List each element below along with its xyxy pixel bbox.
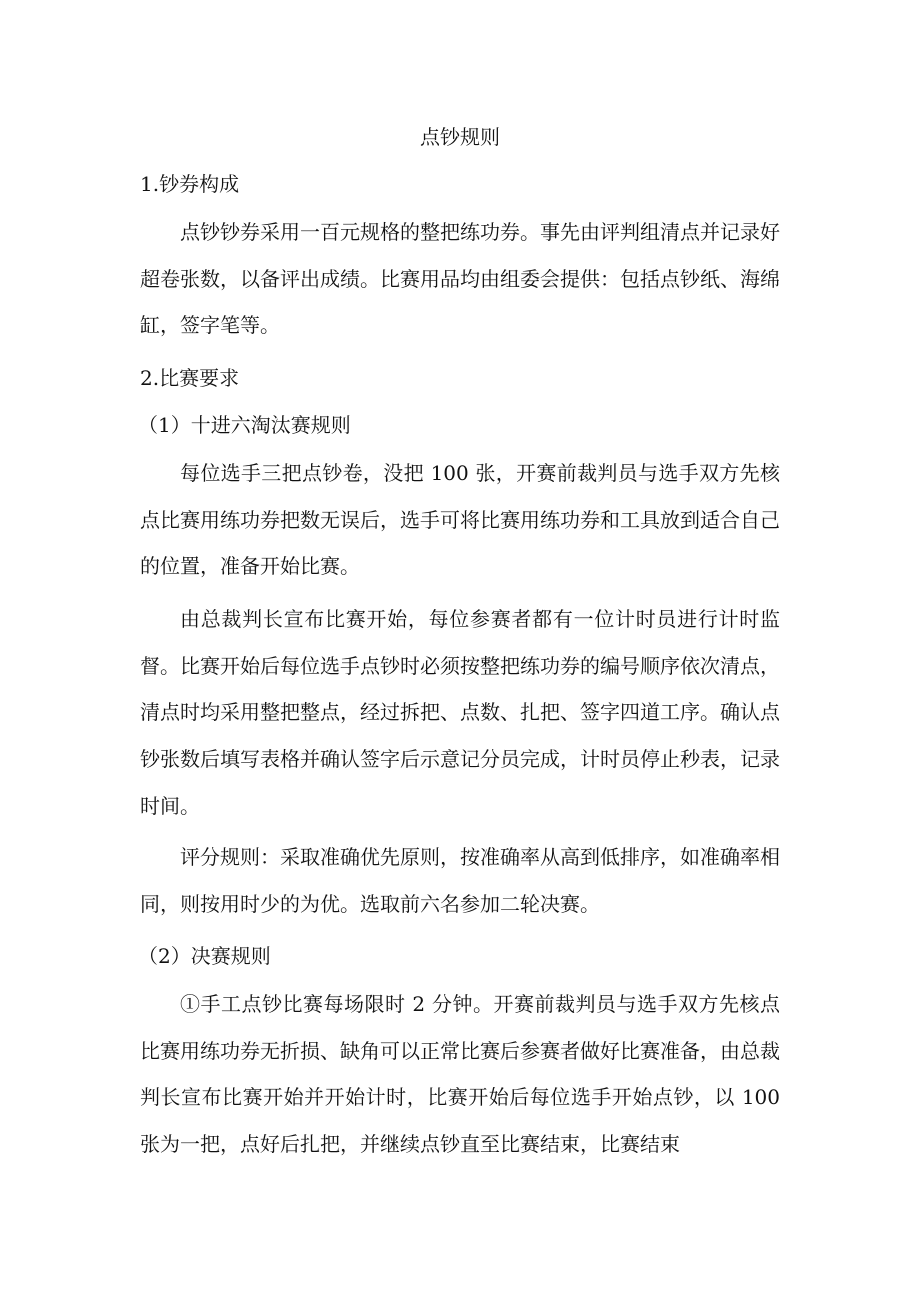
- paragraph-scoring-rules: 评分规则：采取准确优先原则，按准确率从高到低排序，如准确率相同，则按用时少的为优。选取前六名参加二轮决赛。: [140, 845, 780, 916]
- section-heading-2: 2.比赛要求: [140, 366, 240, 390]
- paragraph-banknote-composition: 点钞钞券采用一百元规格的整把练功券。事先由评判组清点并记录好超卷张数，以备评出成绩。比赛用品均由组委会提供：包括点钞纸、海绵缸，签字笔等。: [140, 220, 780, 338]
- paragraph-knockout-procedure: 由总裁判长宣布比赛开始，每位参赛者都有一位计时员进行计时监督。比赛开始后每位选手点钞时必须按整把练功券的编号顺序依次清点，清点时均采用整把整点，经过拆把、点数、扎把、签字四道工序。确认点钞张数后填写表格并确认签字后示意记分员完成，计时员停止秒表，记录时间。: [140, 607, 780, 818]
- subsection-heading-knockout: （1）十进六淘汰赛规则: [138, 413, 351, 437]
- paragraph-knockout-setup: 每位选手三把点钞卷，没把 100 张，开赛前裁判员与选手双方先核点比赛用练功券把数无误后，选手可将比赛用练功券和工具放到适合自己的位置，准备开始比赛。: [140, 461, 780, 579]
- section-heading-1: 1.钞券构成: [140, 172, 240, 196]
- subsection-heading-final: （2）决赛规则: [138, 944, 271, 968]
- paragraph-final-rules: ①手工点钞比赛每场限时 2 分钟。开赛前裁判员与选手双方先核点比赛用练功券无折损、缺角可以正常比赛后参赛者做好比赛准备，由总裁判长宣布比赛开始并开始计时，比赛开始后每位选手开始点钞，以 100 张为一把，点好后扎把，并继续点钞直至比赛结束，比赛结束: [140, 992, 780, 1157]
- document-title: 点钞规则: [420, 125, 500, 149]
